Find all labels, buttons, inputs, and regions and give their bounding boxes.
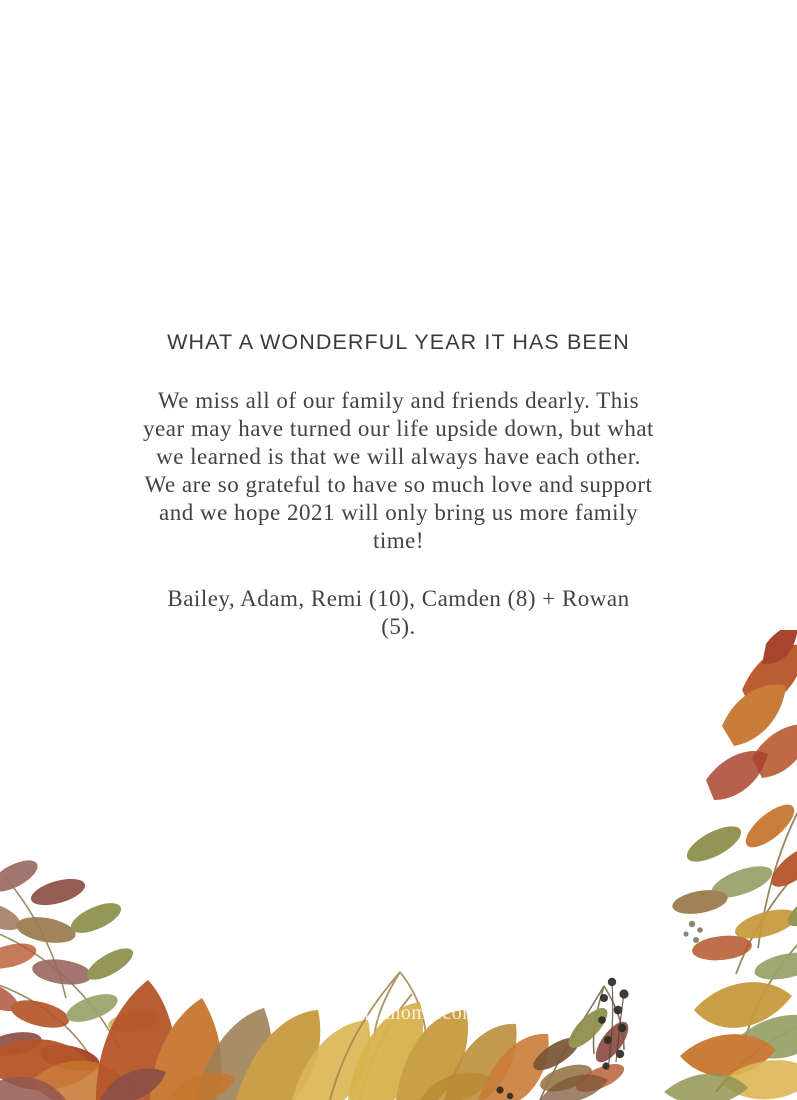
card-signature: Bailey, Adam, Remi (10), Camden (8) + Rowan (5). [167, 586, 630, 639]
autumn-foliage-decoration [0, 630, 797, 1100]
page-title: WHAT A WONDERFUL YEAR IT HAS BEEN [167, 330, 630, 354]
card-body-text: We miss all of our family and friends dearly. This year may have turned our life upside down, but what we learned is that we will always have each other. We are so grateful to have so much love and support and we hope 2021 will only bring us more family time! [143, 388, 654, 553]
watermark-text: acuratedhome.com [318, 1002, 479, 1024]
card-text-block [0, 330, 797, 641]
